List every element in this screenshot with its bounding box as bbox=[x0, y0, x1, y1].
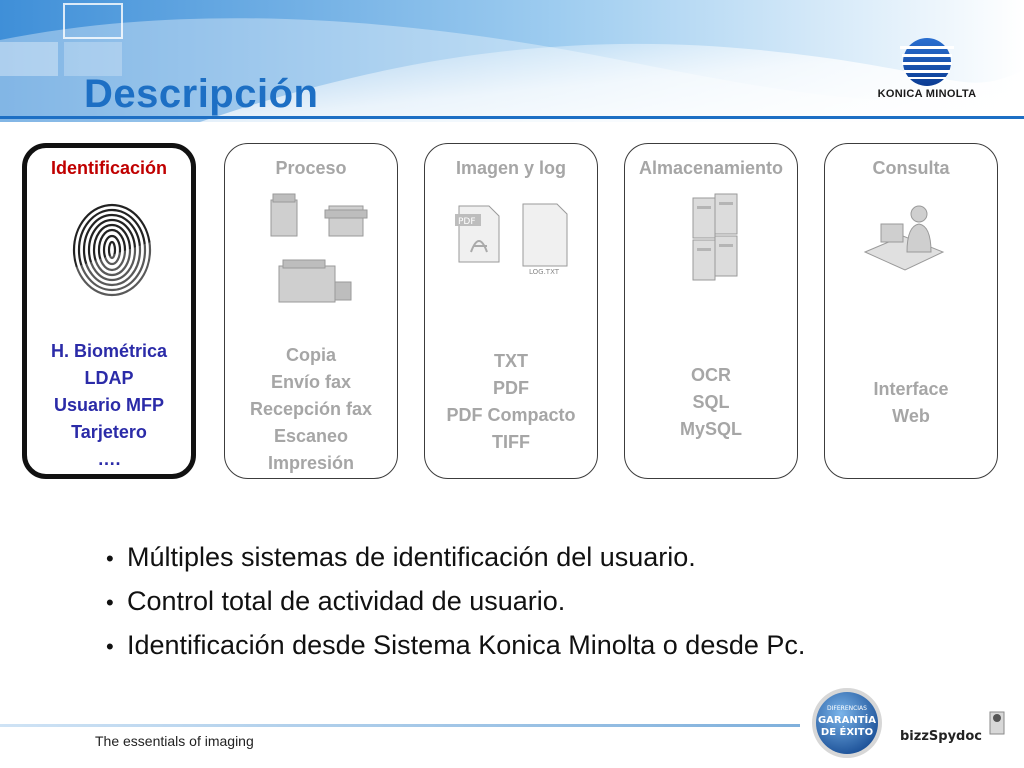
card-lines bbox=[27, 338, 191, 473]
card-lines bbox=[225, 342, 397, 477]
card-line: PDF Compacto bbox=[446, 405, 576, 425]
brand-name: KONICA MINOLTA bbox=[877, 88, 977, 100]
card-line: PDF bbox=[493, 378, 529, 398]
bullet-icon: • bbox=[106, 634, 114, 659]
badge-line: GARANTÍA bbox=[817, 715, 877, 726]
printer-icons bbox=[261, 192, 371, 312]
card-title: Imagen y log bbox=[455, 158, 567, 178]
card-line: Recepción fax bbox=[249, 399, 373, 419]
bizzspydoc-logo bbox=[898, 708, 1010, 748]
page-title: Descripción bbox=[84, 72, 319, 116]
bullet-icon: • bbox=[106, 590, 114, 615]
footer-divider bbox=[0, 720, 800, 732]
card-line: TIFF bbox=[492, 432, 530, 452]
badge-line: DE ÉXITO bbox=[820, 727, 874, 738]
bullet-item bbox=[106, 536, 805, 580]
card-title: Almacenamiento bbox=[638, 158, 784, 178]
card-line: H. Biométrica bbox=[50, 341, 168, 361]
card-line: …. bbox=[97, 449, 121, 469]
log-label: LOG.TXT bbox=[529, 268, 560, 276]
bullet-list bbox=[106, 536, 805, 668]
card-line: MySQL bbox=[679, 419, 742, 439]
card-line: Impresión bbox=[267, 453, 355, 473]
card-line: Escaneo bbox=[273, 426, 349, 446]
card-line: LDAP bbox=[84, 368, 134, 388]
footer-tagline: The essentials of imaging bbox=[95, 733, 254, 749]
bullet-text: Identificación desde Sistema Konica Minolta o desde Pc. bbox=[127, 630, 806, 660]
card-line: Tarjetero bbox=[71, 422, 147, 442]
bullet-icon: • bbox=[106, 546, 114, 571]
document-icons bbox=[453, 200, 573, 280]
bullet-item bbox=[106, 624, 805, 668]
bullet-text: Múltiples sistemas de identificación del usuario. bbox=[127, 542, 696, 572]
card-line: Usuario MFP bbox=[53, 395, 164, 415]
card-line: SQL bbox=[692, 392, 730, 412]
globe-icon bbox=[862, 36, 992, 88]
partner-name: bizzSpydoc bbox=[900, 729, 982, 744]
card-proceso bbox=[224, 143, 398, 479]
badge-line: DIFERENCIAS bbox=[827, 705, 867, 712]
guarantee-badge bbox=[810, 686, 884, 760]
card-title: Identificación bbox=[50, 158, 167, 178]
card-line: Envío fax bbox=[270, 372, 352, 392]
card-line: Copia bbox=[285, 345, 336, 365]
bullet-text: Control total de actividad de usuario. bbox=[127, 586, 566, 616]
card-line: Web bbox=[892, 406, 930, 426]
card-title: Proceso bbox=[275, 158, 347, 178]
card-identificacion bbox=[22, 143, 196, 479]
card-line: OCR bbox=[691, 365, 731, 385]
card-almacenamiento bbox=[624, 143, 798, 479]
server-icon bbox=[687, 192, 741, 286]
konica-minolta-logo bbox=[862, 36, 992, 106]
card-imagen-y-log bbox=[424, 143, 598, 479]
card-lines bbox=[625, 362, 797, 443]
card-lines bbox=[425, 348, 597, 456]
slide-header bbox=[0, 0, 1024, 122]
user-computer-icon bbox=[863, 200, 945, 276]
card-lines bbox=[825, 376, 997, 430]
card-line: Interface bbox=[873, 379, 949, 399]
pdf-label: PDF bbox=[458, 217, 476, 227]
card-consulta bbox=[824, 143, 998, 479]
card-title: Consulta bbox=[872, 158, 950, 178]
bullet-item bbox=[106, 580, 805, 624]
card-line: TXT bbox=[494, 351, 528, 371]
fingerprint-icon bbox=[67, 200, 157, 300]
